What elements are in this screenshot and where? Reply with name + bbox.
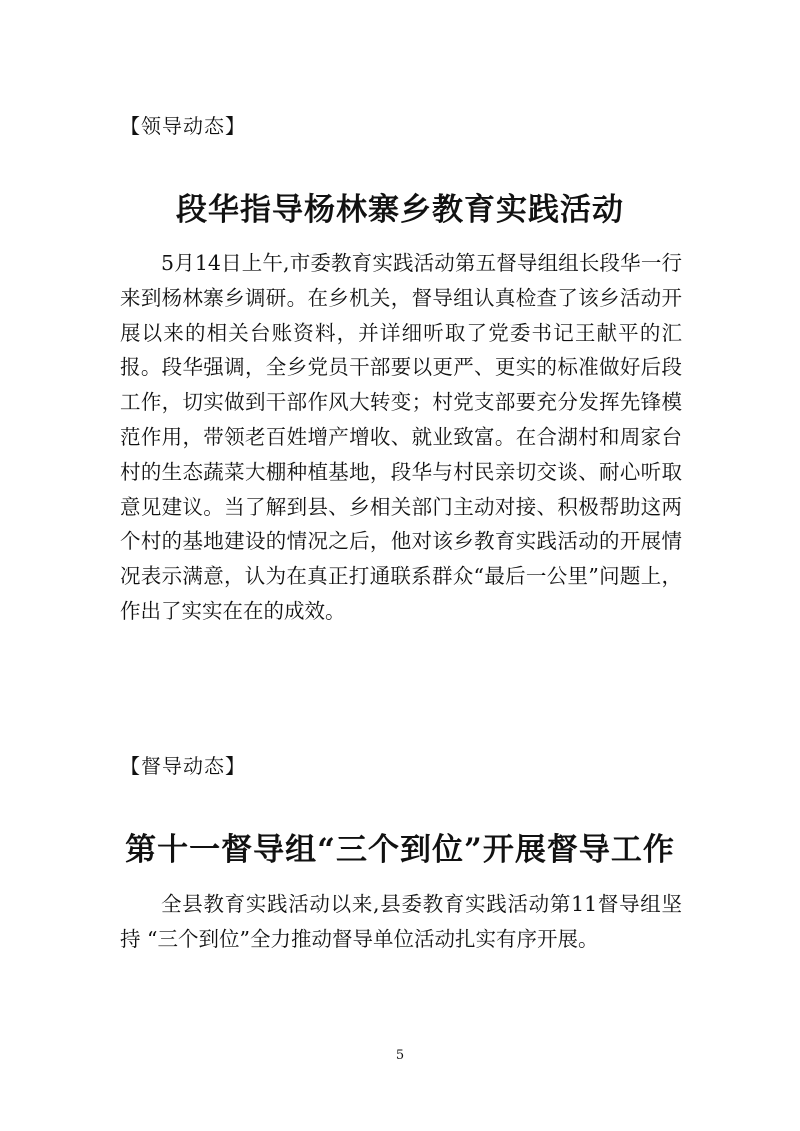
article-body-supervision: 全县教育实践活动以来,县委教育实践活动第11督导组坚持 “三个到位”全力推动督导单位活动扎实有序开展。 [120, 892, 682, 951]
headline-supervision-article: 第十一督导组“三个到位”开展督导工作 [125, 832, 675, 868]
section-tag-supervision: 【督导动态】 [120, 754, 246, 778]
article-body-leadership: 5月14日上午,市委教育实践活动第五督导组组长段华一行来到杨林寨乡调研。在乡机关，督导组认真检查了该乡活动开展以来的相关台账资料，并详细听取了党委书记王献平的汇报。段华强调，全乡党员干部要以更严、更实的标准做好后段工作，切实做到干部作风大转变；村党支部要充分发挥先锋模范作用，带领老百姓增产增收、就业致富。在合湖村和周家台村的生态蔬菜大棚种植基地，段华与村民亲切交谈、耐心听取意见建议。当了解到县、乡相关部门主动对接、积极帮助这两个村的基地建设的情况之后，他对该乡教育实践活动的开展情况表示满意，认为在真正打通联系群众“最后一公里”问题上，作出了实实在在的成效。 [120, 251, 682, 623]
headline-leadership-article: 段华指导杨林寨乡教育实践活动 [176, 192, 624, 228]
page-number: 5 [395, 1048, 405, 1063]
section-tag-leadership: 【领导动态】 [120, 114, 246, 138]
